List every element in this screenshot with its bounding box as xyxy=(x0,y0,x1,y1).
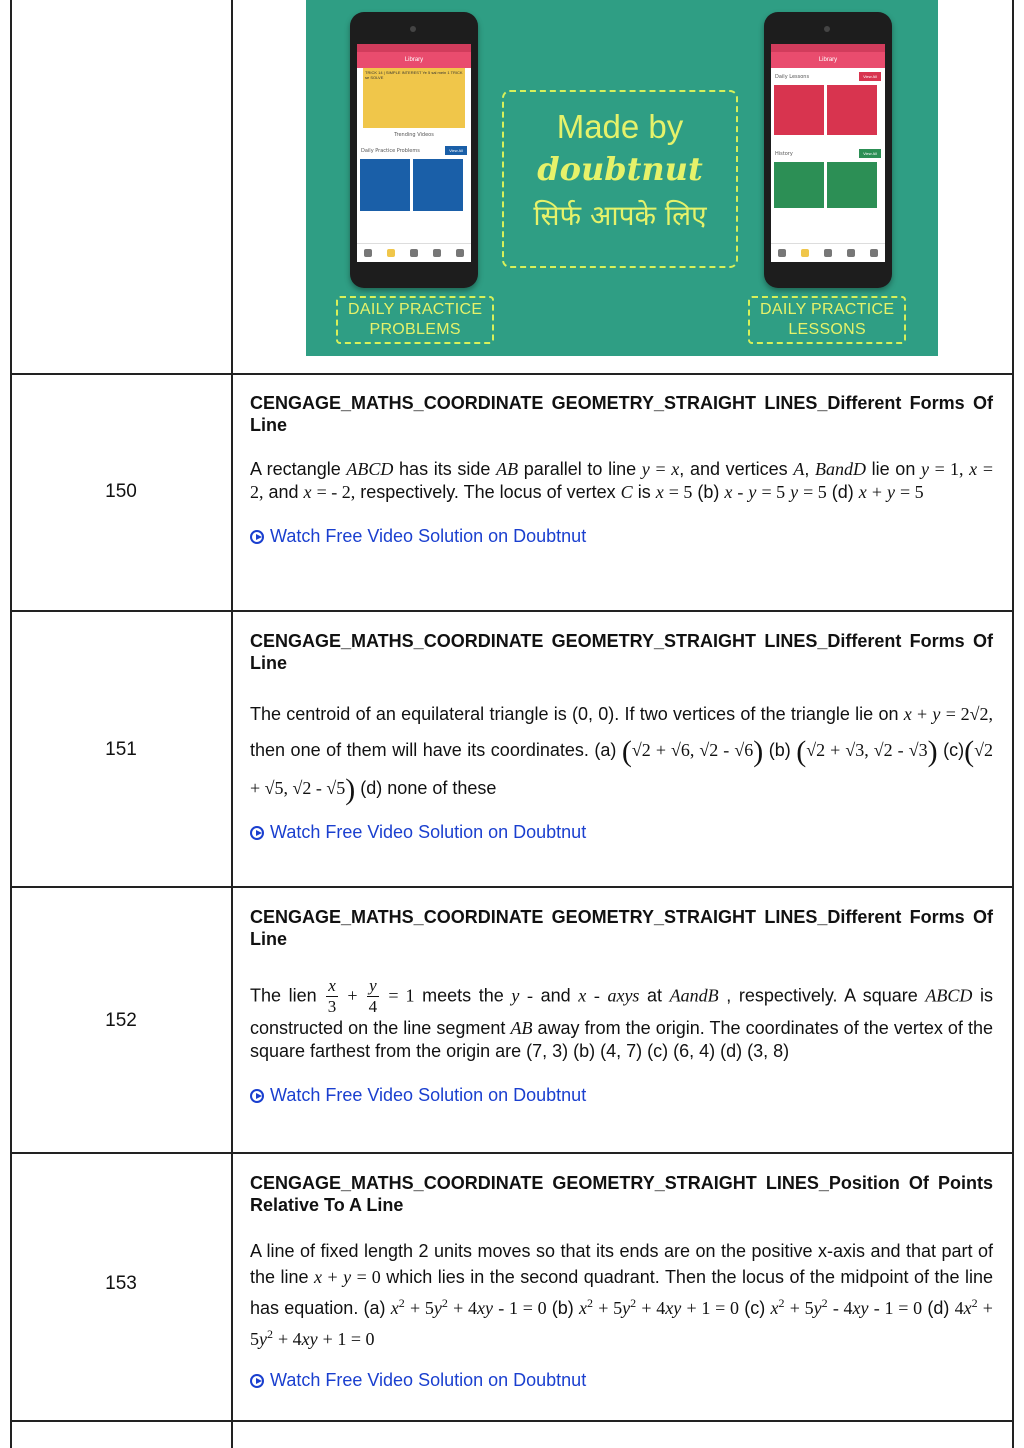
home-icon[interactable] xyxy=(364,249,372,257)
trending-videos-label: Trending Videos xyxy=(394,132,434,138)
phone-mockup-right xyxy=(764,12,892,288)
question-topic: CENGAGE_MATHS_COORDINATE GEOMETRY_STRAIGHT LINES_Position Of Points Relative To A Line xyxy=(250,1173,993,1215)
doubtnut-promo-banner xyxy=(306,0,938,356)
phone-screen xyxy=(771,44,885,262)
play-circle-icon xyxy=(250,1374,264,1388)
bottom-nav xyxy=(771,243,885,262)
view-all-button[interactable]: View All xyxy=(859,72,881,81)
row-divider xyxy=(10,373,1014,375)
profile-icon[interactable] xyxy=(456,249,464,257)
tag-line: LESSONS xyxy=(788,321,866,338)
tag-line: DAILY PRACTICE xyxy=(760,301,895,318)
watch-video-link[interactable] xyxy=(250,526,993,547)
profile-icon[interactable] xyxy=(870,249,878,257)
home-icon[interactable] xyxy=(778,249,786,257)
app-bar-title: Library xyxy=(771,52,885,68)
watch-video-link[interactable] xyxy=(250,1370,993,1391)
view-all-button[interactable]: View All xyxy=(445,146,467,155)
daily-practice-problems-tag xyxy=(336,296,494,344)
watch-video-link[interactable] xyxy=(250,1085,993,1106)
question-number: 153 xyxy=(105,1273,137,1294)
link-label: Watch Free Video Solution on Doubtnut xyxy=(270,1085,587,1105)
question-topic: CENGAGE_MATHS_COORDINATE GEOMETRY_STRAIGHT LINES_Different Forms Of Line xyxy=(250,907,993,949)
question-cell xyxy=(250,1172,993,1391)
question-number: 152 xyxy=(105,1010,137,1031)
question-cell xyxy=(250,906,993,1106)
phone-screen xyxy=(357,44,471,262)
made-by-box xyxy=(502,90,738,268)
section-title: Daily Lessons xyxy=(775,73,810,80)
practice-card xyxy=(360,159,410,211)
row-divider xyxy=(10,1152,1014,1154)
doubtnut-logo: doubtnut xyxy=(537,150,703,188)
question-text: A line of fixed length 2 units moves so that its ends are on the positive x-axis and that part of the line x + y = 0 which lies in the second quadrant. Then the locus of the midpoint of the line has equation. (a) $x^2 + 5y^2 + 4xy - 1 = 0$ (b) $x^2 + 5y^2 + 4xy + 1 = 0$ (c) $x^2 + 5y^2 - 4xy - 1 = 0$ (d) $4x^2 + 5y^2 + 4xy + 1 = 0$ xyxy=(250,1241,993,1349)
question-cell xyxy=(250,392,993,547)
play-circle-icon xyxy=(250,826,264,840)
row-divider xyxy=(10,886,1014,888)
camera-icon xyxy=(410,26,416,32)
camera-icon[interactable] xyxy=(410,249,418,257)
table-column-divider xyxy=(231,0,233,1448)
tag-line: PROBLEMS xyxy=(369,321,461,338)
play-circle-icon xyxy=(250,530,264,544)
question-number: 150 xyxy=(105,481,137,502)
row-divider xyxy=(10,1420,1014,1422)
table-right-border xyxy=(1012,0,1014,1448)
play-circle-icon xyxy=(250,1089,264,1103)
question-text: The centroid of an equilateral triangle is (0, 0). If two vertices of the triangle lie on x + y = 2√2, then one of them will have its coordinates. (a) (√2 + √6, √2 - √6) (b) (√2 + √3, √2 - √3) (c)(√2 + √5, √2 - √5) (d) none of these xyxy=(250,704,993,806)
bottom-nav xyxy=(357,243,471,262)
watch-video-link[interactable] xyxy=(250,822,993,843)
history-card xyxy=(774,162,824,208)
row-divider xyxy=(10,610,1014,612)
practice-card xyxy=(413,159,463,211)
question-topic: CENGAGE_MATHS_COORDINATE GEOMETRY_STRAIGHT LINES_Different Forms Of Line xyxy=(250,631,993,673)
forum-icon[interactable] xyxy=(847,249,855,257)
daily-practice-lessons-tag xyxy=(748,296,906,344)
section-title: Daily Practice Problems xyxy=(361,147,420,154)
table-left-border xyxy=(10,0,12,1448)
hindi-tagline: सिर्फ आपके लिए xyxy=(533,199,707,232)
library-icon[interactable] xyxy=(801,249,809,257)
view-all-button[interactable]: View All xyxy=(859,149,881,158)
link-label: Watch Free Video Solution on Doubtnut xyxy=(270,526,587,546)
link-label: Watch Free Video Solution on Doubtnut xyxy=(270,822,587,842)
lesson-card xyxy=(827,85,877,135)
history-card xyxy=(827,162,877,208)
made-by-text: Made by xyxy=(556,108,684,145)
camera-icon xyxy=(824,26,830,32)
forum-icon[interactable] xyxy=(433,249,441,257)
question-text: A rectangle ABCD has its side AB parallel to line y = x, and vertices A, BandD lie on y = 1, x = 2, and x = - 2, respectively. The locus of vertex C is x = 5 (b) x - y = 5 y = 5 (d) x + y = 5 xyxy=(250,459,993,502)
app-bar-title: Library xyxy=(357,52,471,68)
phone-mockup-left xyxy=(350,12,478,288)
lesson-card xyxy=(774,85,824,135)
question-topic: CENGAGE_MATHS_COORDINATE GEOMETRY_STRAIGHT LINES_Different Forms Of Line xyxy=(250,393,993,435)
question-text: The lien $\frac{x}{3}$ + $\frac{y}{4}$ = 1 meets the y - and x - axys at AandB , respectively. A square ABCD is constructed on the line segment AB away from the origin. The coordinates of the vertex of the square farthest from the origin are (7, 3) (b) (4, 7) (c) (6, 4) (d) (3, 8) xyxy=(250,976,994,1061)
library-icon[interactable] xyxy=(387,249,395,257)
camera-icon[interactable] xyxy=(824,249,832,257)
question-number: 151 xyxy=(105,739,137,760)
video-card: TRICK 14 | SIMPLE INTEREST Ye 5 sal mein 1 TRICK se SOLVE xyxy=(363,68,465,128)
link-label: Watch Free Video Solution on Doubtnut xyxy=(270,1370,587,1390)
tag-line: DAILY PRACTICE xyxy=(348,301,483,318)
section-title: History xyxy=(775,150,793,157)
question-cell xyxy=(250,630,993,843)
